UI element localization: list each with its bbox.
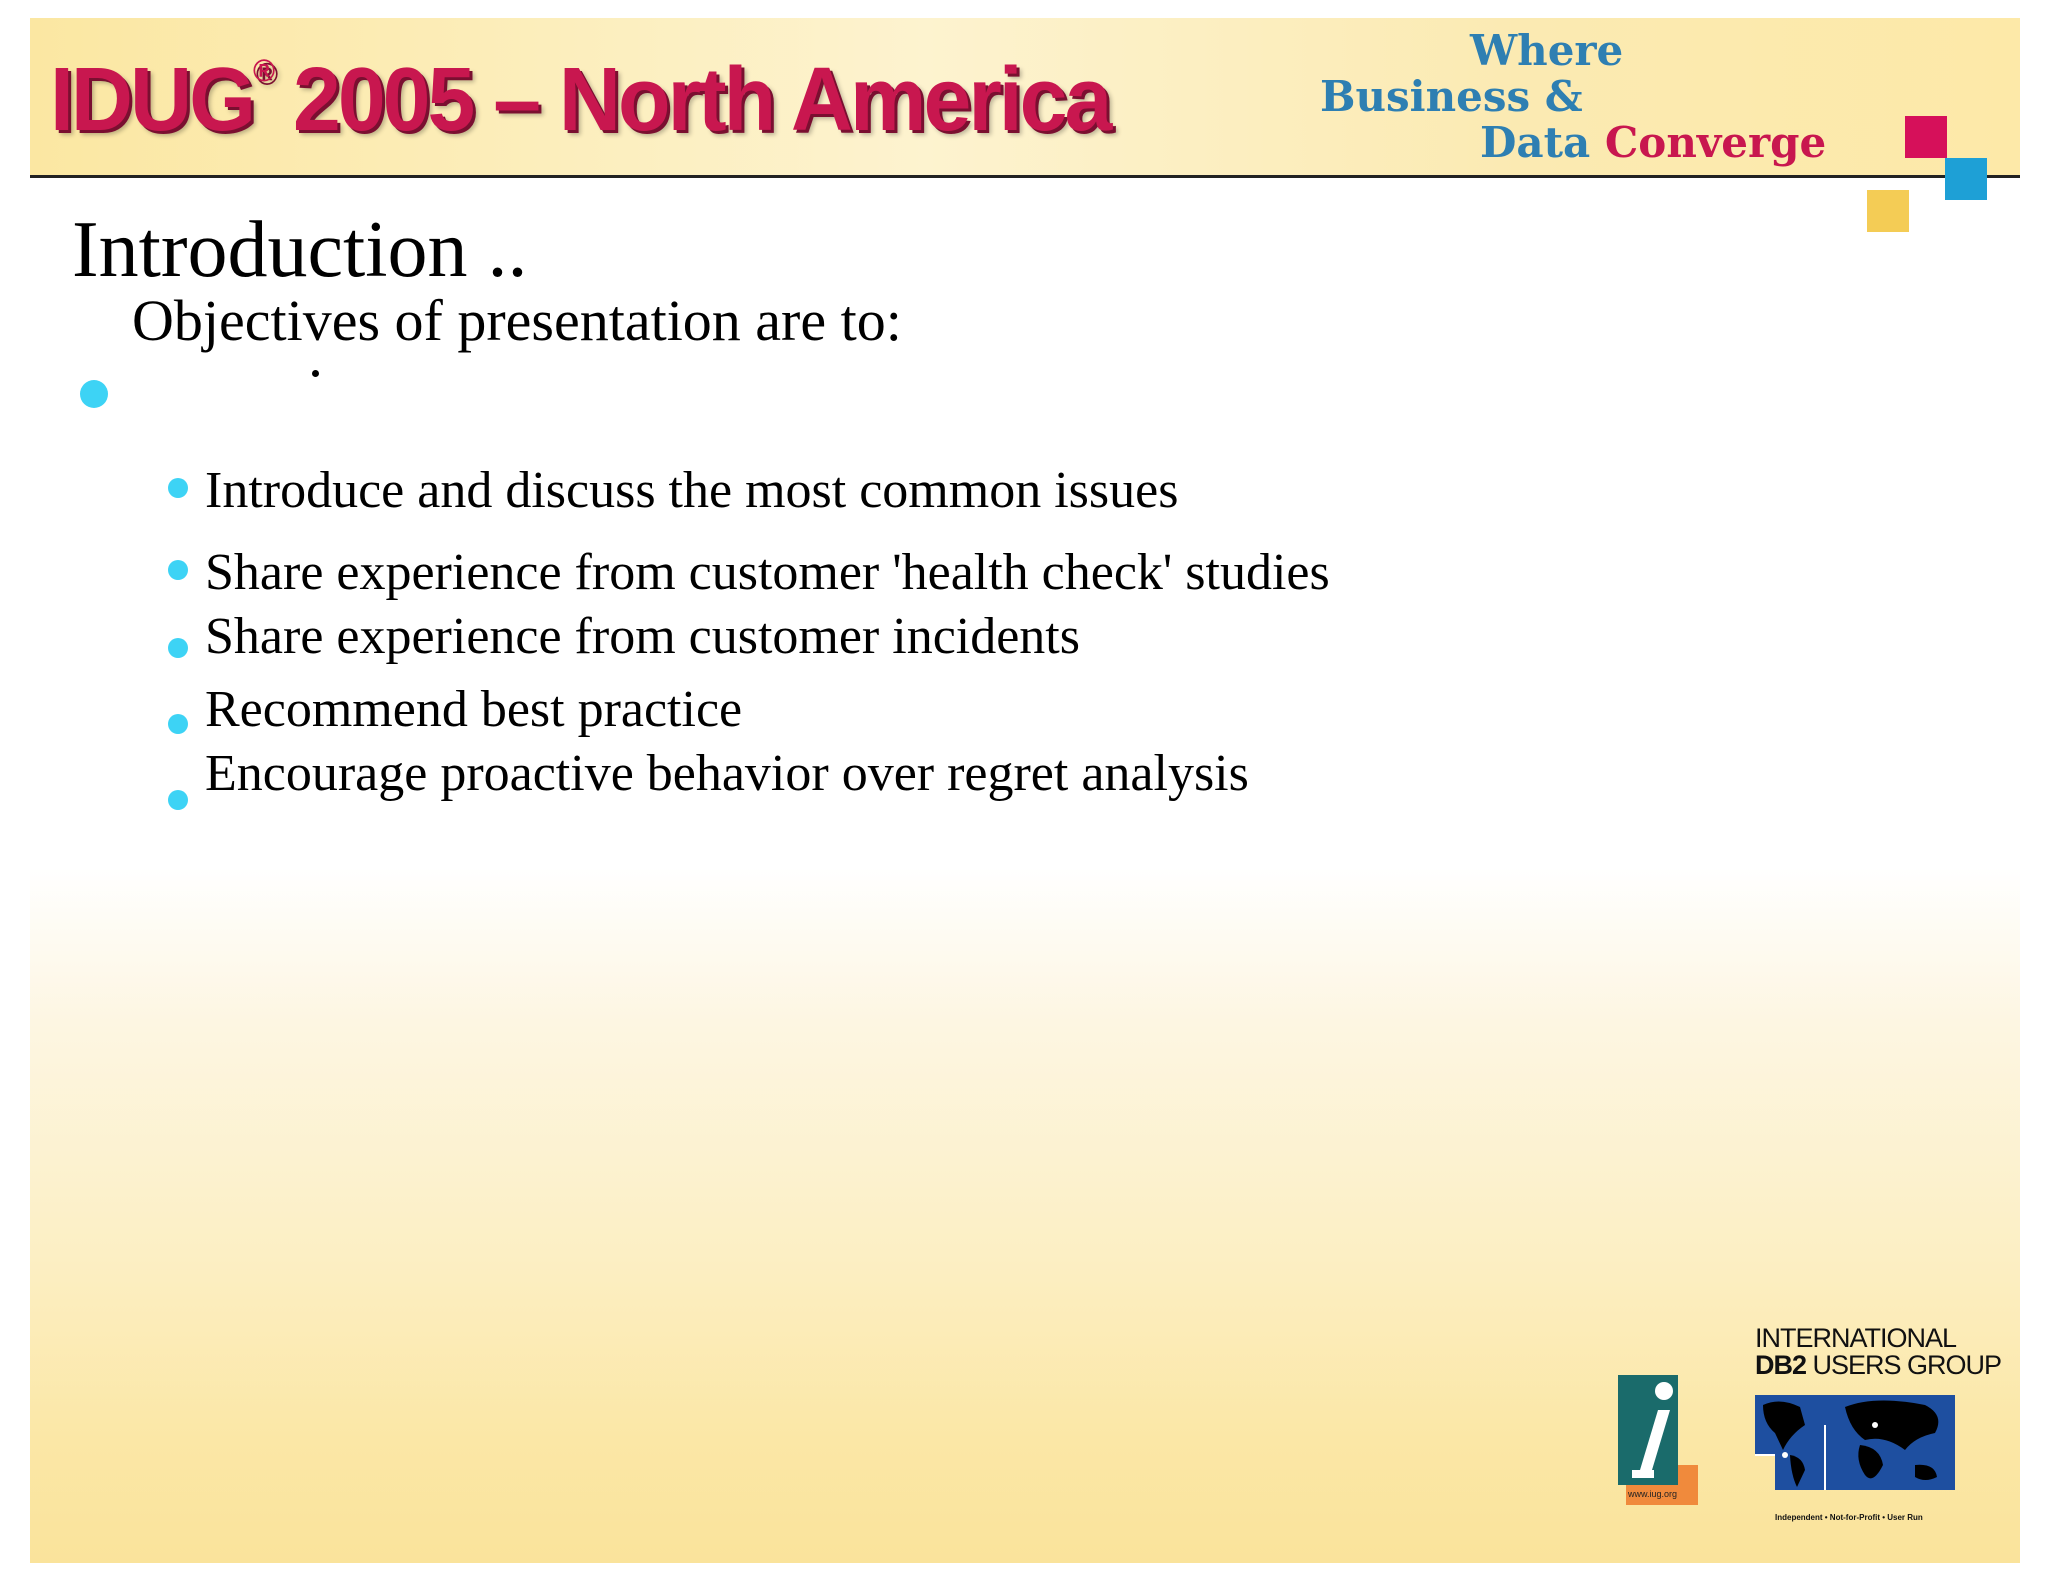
bullet-icon <box>168 560 188 580</box>
decorative-square-blue <box>1945 158 1987 200</box>
conference-title <box>50 48 1109 152</box>
bullet-icon <box>168 790 188 810</box>
list-item: Introduce and discuss the most common issues <box>205 462 1179 519</box>
list-item: Share experience from customer 'health check' studies <box>205 544 1330 601</box>
tagline-line-1: Where <box>1470 26 1624 75</box>
iug-logo <box>1618 1375 1698 1505</box>
idug-tagline: Independent • Not-for-Profit • User Run <box>1775 1513 1923 1522</box>
bullet-icon <box>168 638 188 658</box>
idug-db2: DB2 <box>1755 1350 1807 1380</box>
idug-line-2 <box>1755 1350 2002 1380</box>
event-name: 2005 – North America <box>272 49 1110 150</box>
idug-line-1: INTERNATIONAL <box>1755 1323 1957 1353</box>
tagline-line-2: Business & <box>1320 72 1583 121</box>
brand-name: IDUG <box>50 49 253 150</box>
main-bullet-icon <box>80 380 108 408</box>
list-item: Share experience from customer incidents <box>205 608 1080 665</box>
stray-dot <box>312 370 319 377</box>
iug-logo-icon <box>1618 1375 1698 1505</box>
idug-logo-text <box>1755 1323 2002 1380</box>
decorative-square-yellow <box>1867 190 1909 232</box>
slide-header <box>30 18 2020 176</box>
iug-url: www.iug.org <box>1628 1489 1678 1499</box>
list-item: Encourage proactive behavior over regret analysis <box>205 745 1249 802</box>
list-item: Recommend best practice <box>205 681 743 738</box>
bullet-icon <box>168 714 188 734</box>
registered-mark: ® <box>253 54 273 89</box>
decorative-square-pink <box>1905 116 1947 158</box>
idug-users-group: USERS GROUP <box>1806 1350 2002 1380</box>
tagline-line-3 <box>1480 120 1826 166</box>
header-divider <box>30 175 2020 178</box>
bullet-icon <box>168 478 188 498</box>
tagline-data: Data <box>1480 118 1591 167</box>
idug-logo <box>1755 1323 2002 1525</box>
slide-title: Introduction .. <box>72 206 528 294</box>
tagline-converge: Converge <box>1590 118 1827 167</box>
world-map-icon <box>1755 1395 1955 1505</box>
slide-subtitle: Objectives of presentation are to: <box>132 288 902 353</box>
